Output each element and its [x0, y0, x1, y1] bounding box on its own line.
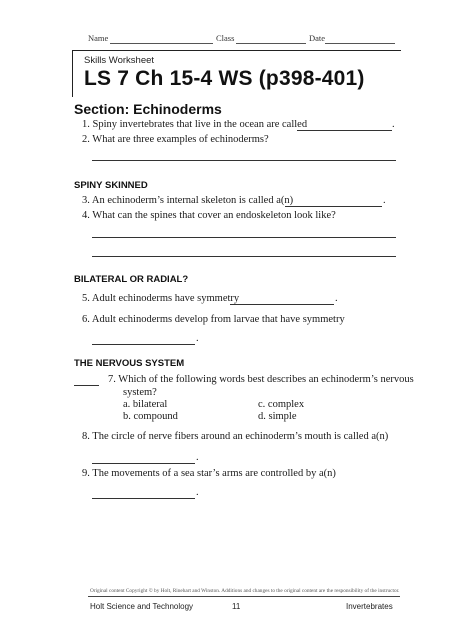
- question-5-end: .: [335, 293, 338, 304]
- question-3-end: .: [383, 195, 386, 206]
- question-6-end: .: [196, 333, 199, 344]
- question-4: 4. What can the spines that cover an endoskeleton look like?: [82, 210, 336, 221]
- section-title: Section: Echinoderms: [74, 101, 222, 117]
- page-number: 11: [232, 602, 241, 611]
- class-field[interactable]: [236, 43, 306, 44]
- answer-line-6[interactable]: [92, 344, 195, 345]
- question-9-end: .: [196, 487, 199, 498]
- answer-line-4b[interactable]: [92, 256, 396, 257]
- answer-line-5[interactable]: [230, 304, 334, 305]
- subsection-nervous: THE NERVOUS SYSTEM: [74, 358, 185, 369]
- question-8-end: .: [196, 452, 199, 463]
- question-8: 8. The circle of nerve fibers around an echinoderm’s mouth is called a(n): [82, 431, 389, 442]
- answer-line-1[interactable]: [297, 130, 392, 131]
- question-1-end: .: [392, 119, 395, 130]
- q7-option-a: a. bilateral: [123, 399, 168, 410]
- worksheet-kicker: Skills Worksheet: [84, 55, 155, 66]
- answer-blank-7[interactable]: [74, 385, 99, 386]
- answer-line-8[interactable]: [92, 463, 195, 464]
- worksheet-title: LS 7 Ch 15-4 WS (p398-401): [84, 67, 365, 90]
- publisher-name: Holt Science and Technology: [90, 602, 194, 611]
- q7-option-d: d. simple: [258, 411, 297, 422]
- answer-line-9[interactable]: [92, 498, 195, 499]
- question-2: 2. What are three examples of echinoderms?: [82, 134, 269, 145]
- date-label: Date: [309, 33, 326, 43]
- question-1: 1. Spiny invertebrates that live in the ocean are called: [82, 119, 308, 130]
- footer-divider: [88, 596, 400, 597]
- answer-line-3[interactable]: [285, 206, 382, 207]
- answer-line-2[interactable]: [92, 160, 396, 161]
- chapter-name: Invertebrates: [346, 602, 393, 611]
- question-7-line1: 7. Which of the following words best describes an echinoderm’s nervous: [108, 374, 414, 385]
- question-9: 9. The movements of a sea star’s arms are controlled by a(n): [82, 468, 336, 479]
- name-field[interactable]: [110, 43, 213, 44]
- question-3: 3. An echinoderm’s internal skeleton is called a(n): [82, 195, 294, 206]
- question-6: 6. Adult echinoderms develop from larvae that have symmetry: [82, 314, 345, 325]
- class-label: Class: [216, 33, 235, 43]
- q7-option-b: b. compound: [123, 411, 178, 422]
- copyright-notice: Original content Copyright © by Holt, Rinehart and Winston. Additions and changes to the original content are the responsibility of the instructor.: [90, 588, 400, 594]
- subsection-symmetry: BILATERAL OR RADIAL?: [74, 274, 189, 285]
- answer-line-4a[interactable]: [92, 237, 396, 238]
- date-field[interactable]: [325, 43, 395, 44]
- question-7-line2: system?: [123, 387, 157, 398]
- question-5: 5. Adult echinoderms have symmetry: [82, 293, 240, 304]
- name-label: Name: [88, 33, 109, 43]
- subsection-spiny: SPINY SKINNED: [74, 180, 148, 191]
- q7-option-c: c. complex: [258, 399, 305, 410]
